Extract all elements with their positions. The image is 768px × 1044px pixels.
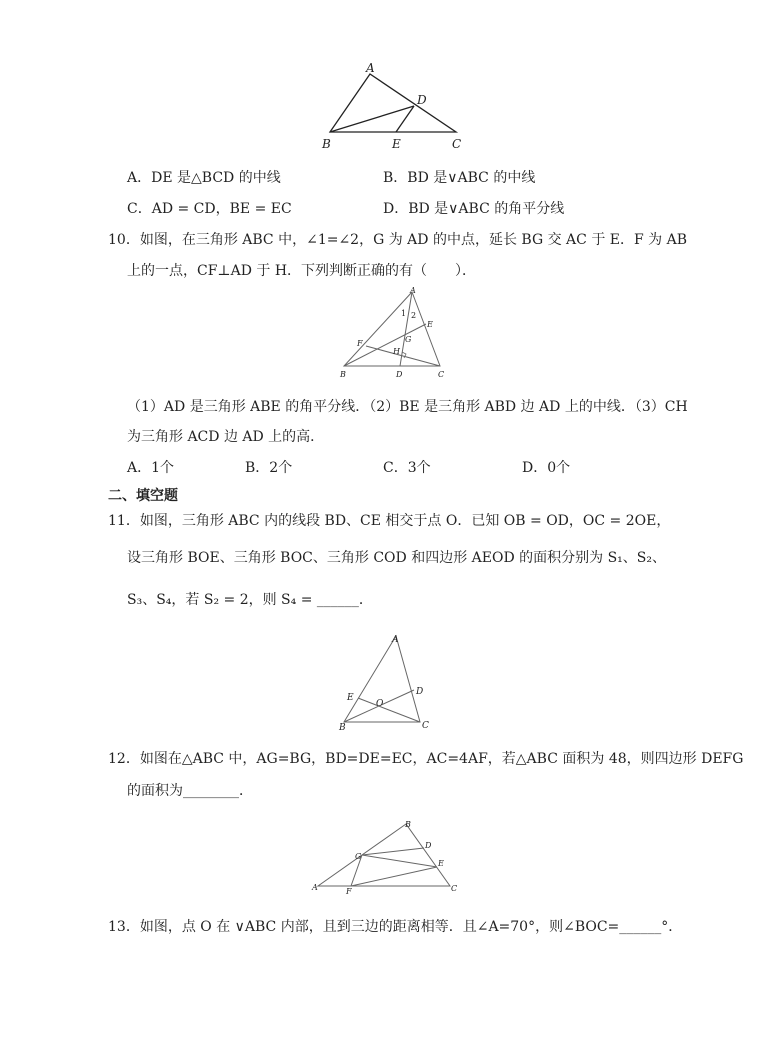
q11-stem-line3: S₃、S₄，若 S₂ = 2，则 S₄ = ______． — [127, 592, 373, 608]
q10-option-a: A．1个 — [127, 460, 175, 476]
q9-option-a: A．DE 是△BCD 的中线 — [127, 170, 281, 186]
q11-label-o: O — [376, 699, 384, 709]
q12-label-c: C — [451, 884, 458, 893]
q12-label-b: B — [405, 820, 411, 829]
q12-label-a: A — [312, 883, 318, 892]
q10-label-f: F — [357, 339, 363, 348]
q13-stem-line1: 13．如图，点 O 在 ∨ABC 内部，且到三边的距离相等．且∠A=70°，则∠BOC=______°． — [108, 919, 683, 935]
q11-stem-line2: 设三角形 BOE、三角形 BOC、三角形 COD 和四边形 AEOD 的面积分别为 S₁、S₂、 — [127, 550, 666, 566]
q10-label-one: 1 — [401, 309, 407, 318]
q10-label-d: D — [396, 370, 403, 379]
q10-figure — [334, 286, 452, 380]
q11-stem-line1: 11．如图，三角形 ABC 内的线段 BD、CE 相交于点 O．已知 OB = OD，OC = 2OE， — [108, 513, 671, 529]
q9-label-d: D — [417, 93, 427, 107]
q12-stem-line2: 的面积为________． — [127, 783, 253, 799]
q11-label-e: E — [347, 693, 354, 703]
q9-label-b: B — [322, 137, 331, 151]
q10-statement-line1: （1）AD 是三角形 ABE 的角平分线．（2）BE 是三角形 ABD 边 AD 上的中线．（3）CH — [127, 399, 688, 415]
q10-statement-line2: 为三角形 ACD 边 AD 上的高． — [127, 429, 325, 445]
q10-stem-line1: 10．如图，在三角形 ABC 中，∠1=∠2，G 为 AD 的中点，延长 BG 交 AC 于 E．F 为 AB — [108, 232, 687, 248]
q9-segment-bd — [330, 106, 414, 132]
q12-label-f: F — [346, 887, 352, 896]
q12-stem-line1: 12．如图在△ABC 中，AG=BG，BD=DE=EC，AC=4AF，若△ABC 面积为 48，则四边形 DEFG — [108, 751, 744, 767]
q9-figure — [318, 62, 468, 154]
q12-segment-fe — [351, 867, 437, 886]
q11-label-d: D — [416, 687, 424, 697]
q12-label-e: E — [438, 859, 444, 868]
q12-triangle-abc — [318, 824, 450, 886]
q12-segment-ge — [362, 855, 437, 867]
q10-option-b: B．2个 — [245, 460, 293, 476]
q9-label-c: C — [452, 137, 462, 151]
q9-option-b: B．BD 是∨ABC 的中线 — [383, 170, 536, 186]
q11-label-a: A — [392, 635, 399, 645]
q10-label-c: C — [438, 370, 445, 379]
q9-label-a: A — [366, 62, 375, 75]
q12-figure — [310, 818, 462, 896]
q12-label-g: G — [355, 852, 362, 861]
q10-label-b: B — [340, 370, 346, 379]
q10-label-h: H — [393, 347, 400, 356]
q9-option-c: C．AD = CD，BE = EC — [127, 201, 292, 217]
q10-label-two: 2 — [411, 311, 417, 320]
q10-triangle-abc — [344, 292, 440, 366]
q10-stem-line2: 上的一点，CF⊥AD 于 H．下列判断正确的有（ ）． — [127, 263, 477, 279]
q10-label-e: E — [427, 320, 433, 329]
q9-option-d: D．BD 是∨ABC 的角平分线 — [383, 201, 565, 217]
q11-figure — [334, 630, 440, 736]
q9-label-e: E — [392, 137, 401, 151]
q10-label-g: G — [405, 335, 412, 344]
q9-segment-de — [396, 106, 414, 132]
q11-label-b: B — [339, 723, 346, 733]
q9-triangle-abc — [330, 74, 456, 132]
q10-option-d: D．0个 — [522, 460, 571, 476]
q10-label-a: A — [410, 286, 416, 295]
q11-label-c: C — [422, 721, 429, 731]
q10-option-c: C．3个 — [383, 460, 431, 476]
q11-triangle-abc — [344, 636, 420, 722]
q12-label-d: D — [425, 841, 432, 850]
section-heading-fill-in: 二、填空题 — [108, 488, 178, 504]
